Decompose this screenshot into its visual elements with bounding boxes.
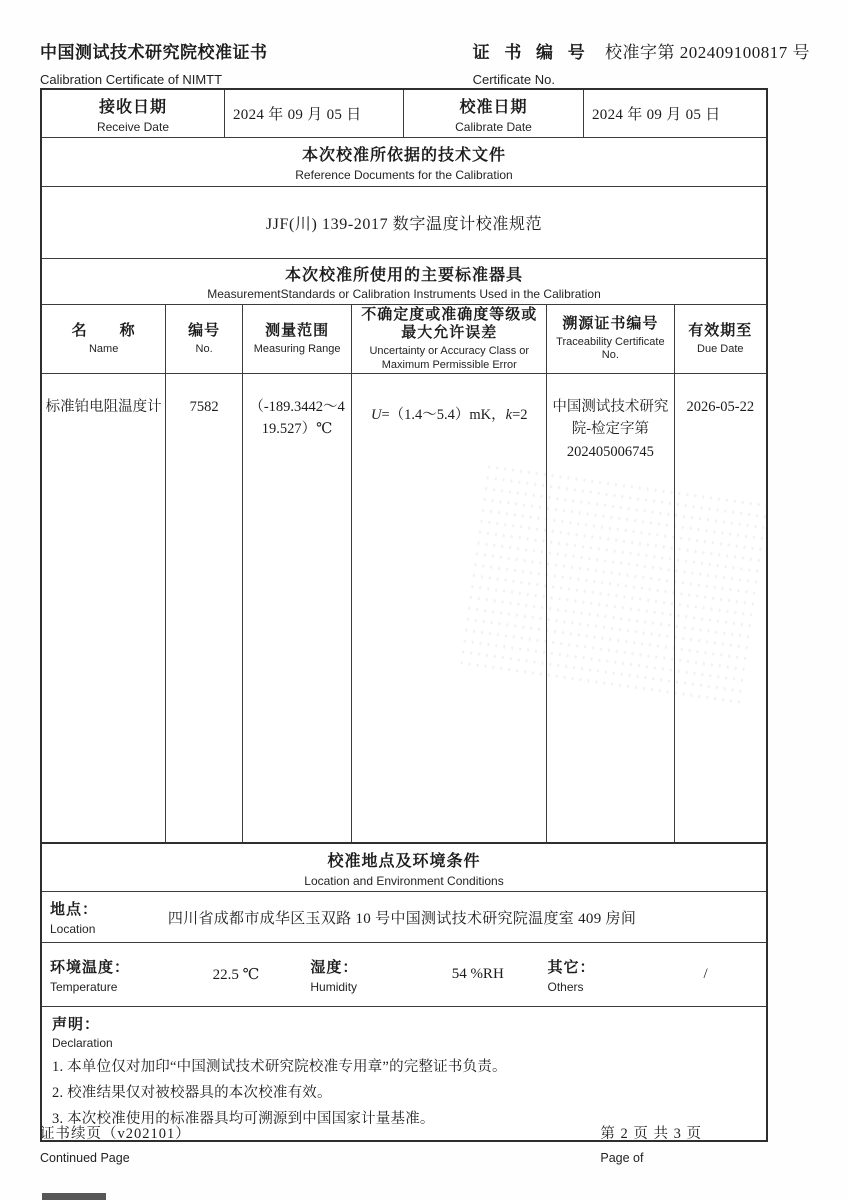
- col-due-date: [675, 305, 767, 373]
- others-label-block: [547, 956, 645, 994]
- uncertainty-k-symbol: k: [505, 407, 513, 423]
- uncertainty-k-value: =2: [512, 407, 528, 423]
- col-traceability: [547, 305, 674, 373]
- col-name-en: Name: [88, 342, 119, 355]
- dates-row: [42, 90, 766, 138]
- temperature-label-block: [50, 956, 162, 994]
- std-due-date-cell: 2026-05-22: [686, 399, 755, 415]
- col-no: [166, 305, 243, 373]
- others-label-en: Others: [547, 979, 584, 994]
- footer-right-block: [600, 1122, 702, 1165]
- std-traceability-cell: 中国测试技术研究院-检定字第 202405006745: [547, 374, 674, 842]
- col-no-en: No.: [195, 342, 213, 355]
- receive-date-label: 接收日期: [98, 98, 167, 116]
- standards-column-header-row: [42, 305, 766, 374]
- others-label: 其它：: [547, 958, 596, 976]
- col-uncertainty: [352, 305, 547, 373]
- document-header: [40, 38, 810, 87]
- declaration-label: 声明：: [52, 1016, 101, 1033]
- calibrate-date-value-cell: [584, 90, 766, 137]
- document-footer: [40, 1122, 768, 1165]
- certificate-number-block: [473, 38, 810, 87]
- col-name: [42, 305, 166, 373]
- calibrate-date-value: 2024 年 09 月 05 日: [591, 107, 721, 123]
- reference-docs-header: [42, 138, 766, 187]
- standards-data-row: [42, 374, 766, 842]
- certificate-number-line: [473, 38, 810, 63]
- col-measuring-range-zh: 测量范围: [265, 321, 330, 339]
- temperature-label: 环境温度：: [50, 958, 131, 976]
- col-uncertainty-zh: 不确定度或准确度等级或最大允许误差: [361, 305, 538, 342]
- humidity-label-block: [310, 956, 408, 994]
- calibrate-date-label-en: Calibrate Date: [455, 119, 532, 134]
- location-value: 四川省成都市成华区玉双路 10 号中国测试技术研究院温度室 409 房间: [167, 910, 637, 927]
- page-title-en: Calibration Certificate of NIMTT: [40, 72, 223, 87]
- page-title: 中国测试技术研究院校准证书: [40, 43, 268, 62]
- reference-docs-title: 本次校准所依据的技术文件: [301, 147, 506, 164]
- std-no-cell: 7582: [166, 374, 243, 842]
- receive-date-value: 2024 年 09 月 05 日: [232, 107, 362, 123]
- continued-page-label: 证书续页（v202101）: [40, 1126, 191, 1142]
- certificate-number-value: 校准字第 202409100817 号: [605, 43, 810, 62]
- location-label: 地点：: [50, 901, 99, 918]
- col-uncertainty-en: Uncertainty or Accuracy Class or Maximum Permissible Error: [369, 345, 530, 371]
- calibrate-date-label: 校准日期: [459, 98, 528, 116]
- uncertainty-value: =（1.4～5.4）mK，: [381, 407, 506, 423]
- declaration-item-1: 1. 本单位仅对加印“中国测试技术研究院校准专用章”的完整证书负责。: [52, 1059, 507, 1075]
- certificate-number-label-en: Certificate No.: [472, 72, 555, 87]
- standards-title-en: MeasurementStandards or Calibration Instruments Used in the Calibration: [207, 287, 601, 301]
- std-uncertainty-cell: [352, 374, 547, 842]
- col-traceability-en: Traceability Certificate No.: [556, 335, 665, 362]
- col-name-zh: 名 称: [71, 321, 136, 339]
- footer-left-block: [40, 1122, 191, 1165]
- reference-doc-value: JJF(川) 139-2017 数字温度计校准规范: [265, 216, 543, 233]
- location-env-title: 校准地点及环境条件: [327, 852, 481, 870]
- location-row: [42, 892, 766, 943]
- col-measuring-range-en: Measuring Range: [253, 342, 341, 355]
- location-env-header: [42, 842, 766, 892]
- others-value: /: [703, 966, 708, 982]
- declaration-item-2: 2. 校准结果仅对被校器具的本次校准有效。: [52, 1085, 332, 1102]
- declaration-section: [42, 1007, 766, 1140]
- page-number: 第 2 页 共 3 页: [600, 1126, 702, 1142]
- location-label-en: Location: [50, 922, 96, 936]
- col-measuring-range: [243, 305, 352, 373]
- humidity-label: 湿度：: [310, 958, 359, 976]
- standards-header: [42, 259, 766, 305]
- location-env-title-en: Location and Environment Conditions: [304, 873, 504, 888]
- humidity-value: 54 %RH: [451, 966, 504, 982]
- humidity-label-en: Humidity: [310, 979, 358, 994]
- std-range-cell: （-189.3442～419.527）℃: [243, 374, 352, 842]
- scan-edge-artifact: [42, 1193, 106, 1200]
- certificate-table: [40, 88, 768, 1142]
- page-number-label-en: Page of: [600, 1151, 644, 1165]
- col-traceability-zh: 溯源证书编号: [562, 314, 659, 332]
- receive-date-value-cell: [225, 90, 404, 137]
- uncertainty-u-symbol: U: [370, 407, 382, 423]
- declaration-label-en: Declaration: [52, 1036, 113, 1050]
- header-title-block: [40, 38, 268, 87]
- calibrate-date-label-cell: [404, 90, 584, 137]
- location-label-block: [50, 898, 98, 936]
- receive-date-label-en: Receive Date: [96, 119, 169, 134]
- temperature-label-en: Temperature: [50, 979, 118, 994]
- standards-title: 本次校准所使用的主要标准器具: [284, 267, 523, 284]
- col-due-date-en: Due Date: [697, 342, 744, 355]
- environment-row: [42, 943, 766, 1007]
- receive-date-label-cell: [42, 90, 225, 137]
- declaration-item-3: 3. 本次校准使用的标准器具均可溯源到中国国家计量基准。: [52, 1111, 435, 1128]
- temperature-value: 22.5 ℃: [212, 967, 260, 983]
- continued-page-label-en: Continued Page: [40, 1151, 130, 1165]
- reference-doc-row: [42, 187, 766, 259]
- col-no-zh: 编号: [188, 321, 221, 339]
- reference-docs-title-en: Reference Documents for the Calibration: [295, 168, 513, 182]
- std-uncertainty-text: [371, 404, 528, 426]
- std-name-cell: 标准铂电阻温度计: [42, 374, 166, 842]
- certificate-number-label: 证 书 编 号: [472, 43, 590, 62]
- col-due-date-zh: 有效期至: [688, 321, 753, 339]
